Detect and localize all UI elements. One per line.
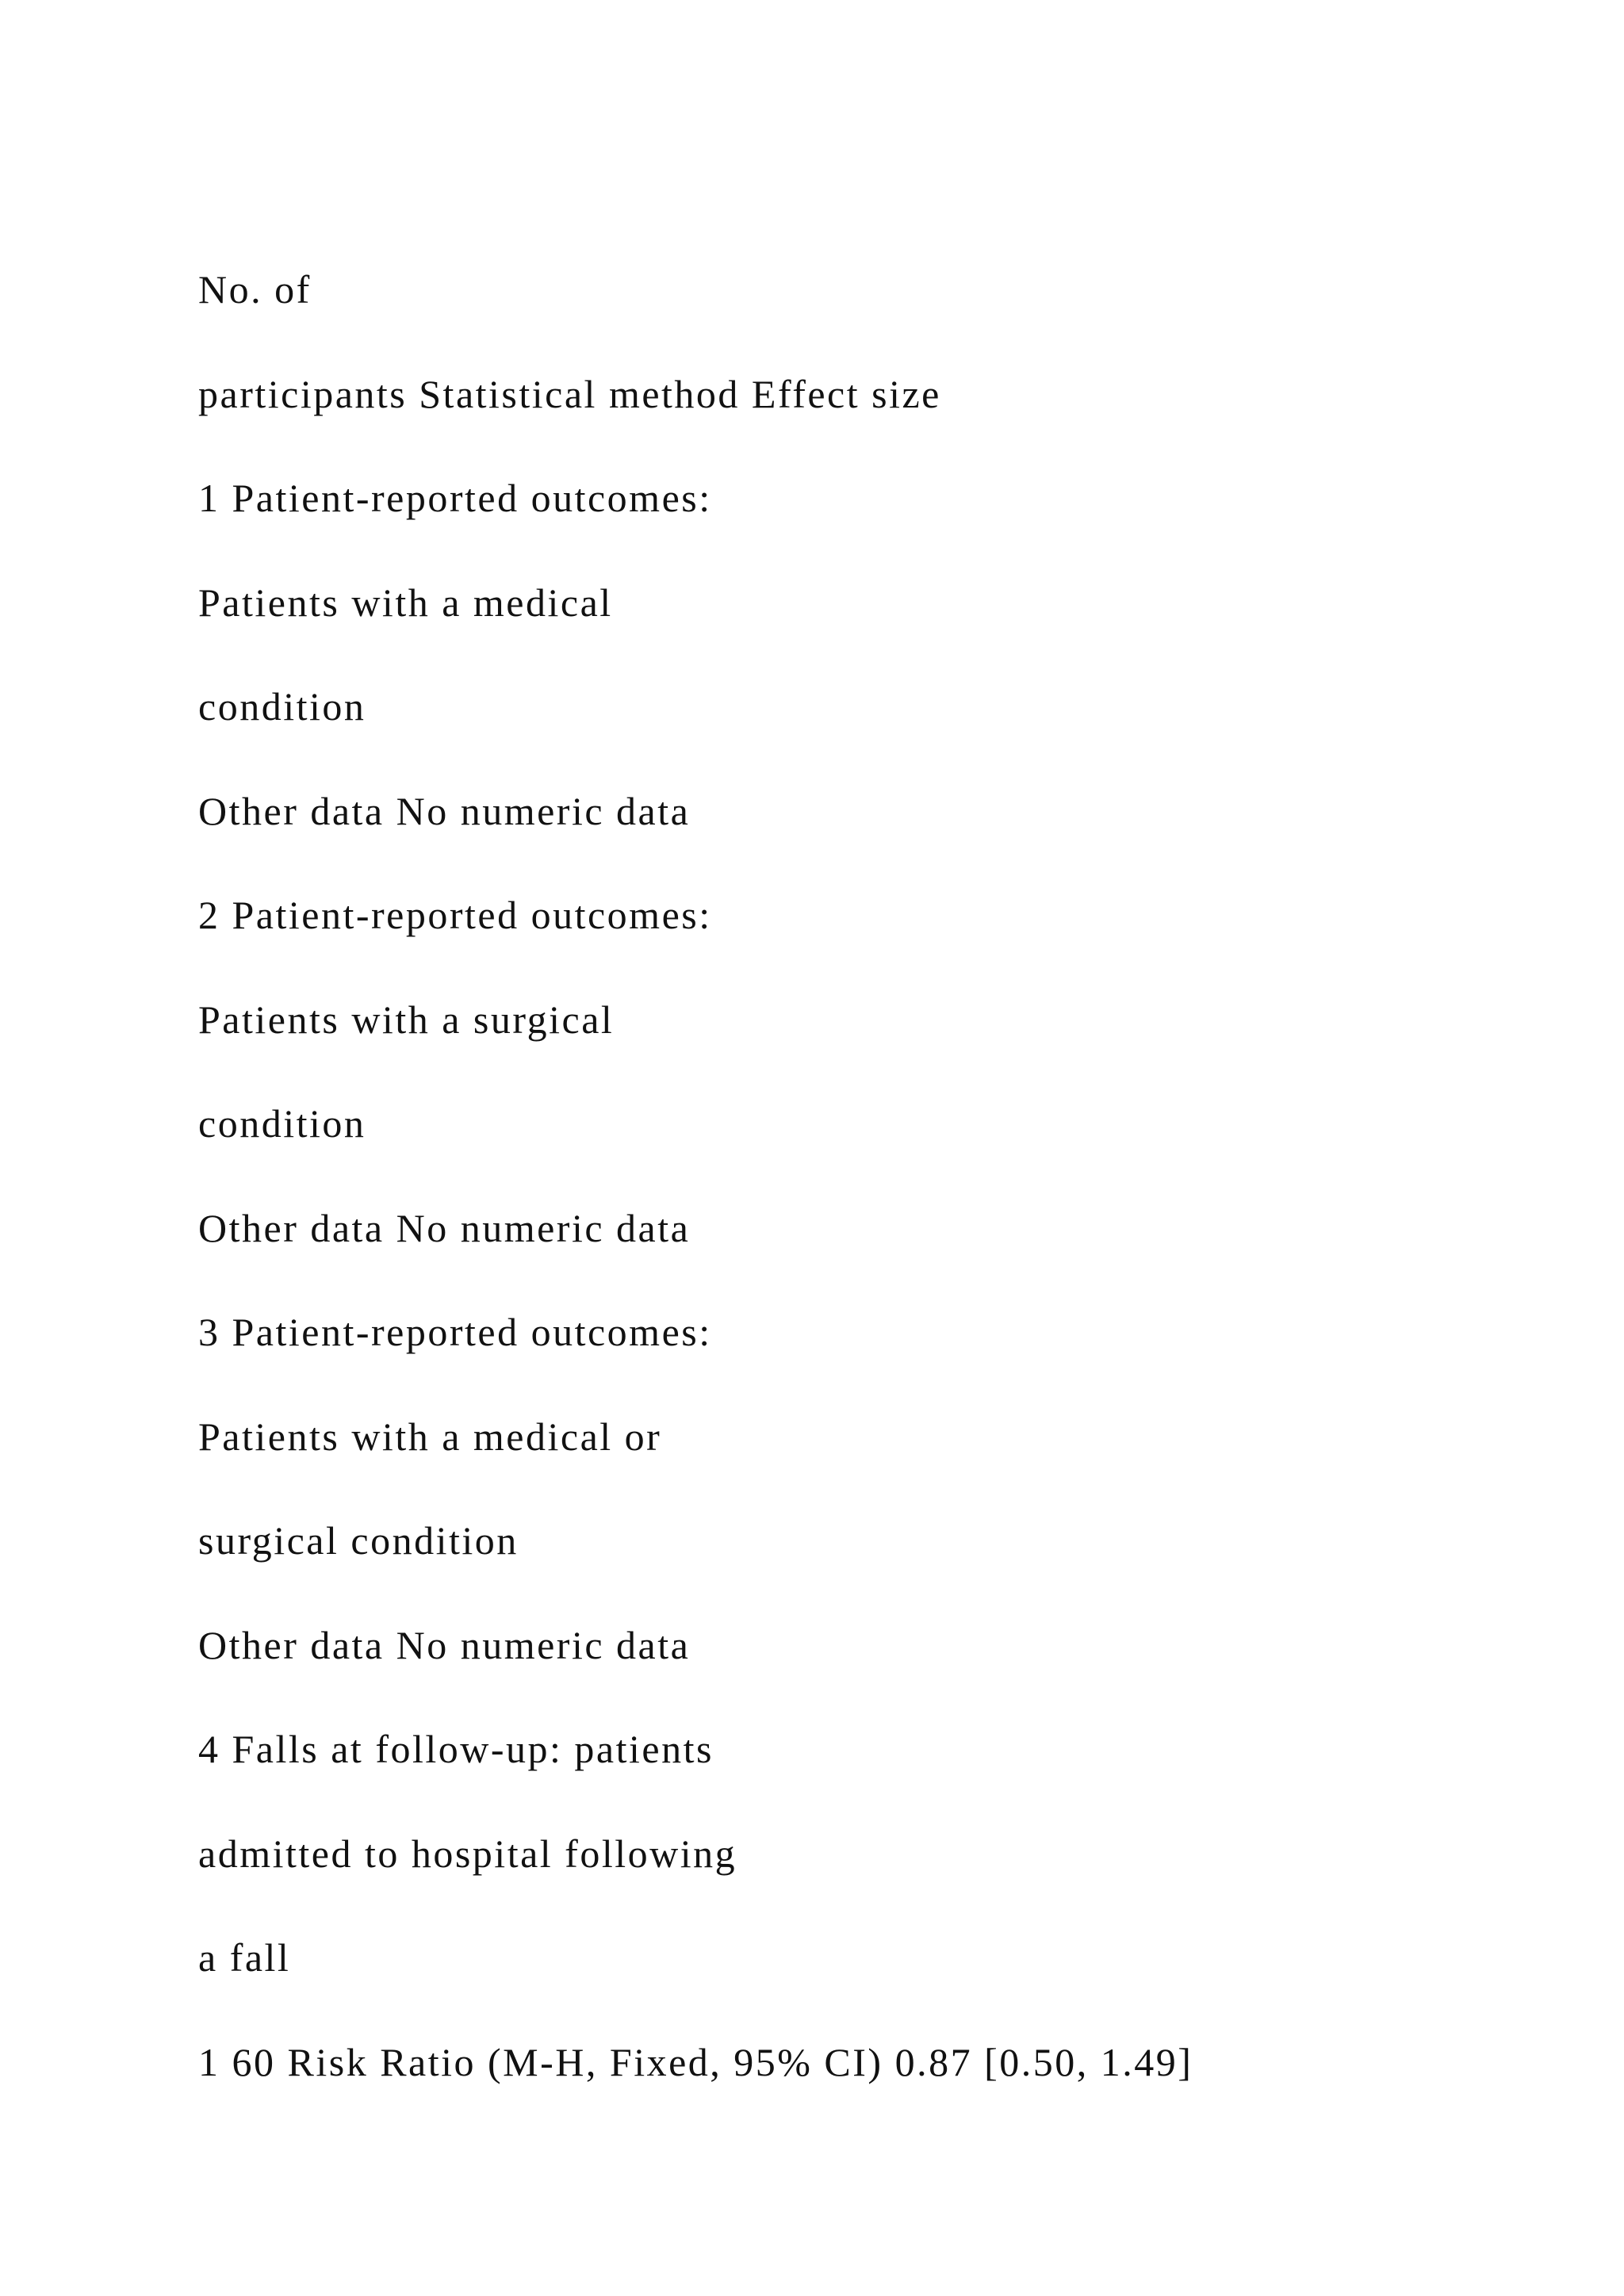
document-text: [198, 238, 1193, 2114]
outcome-2-subtitle-1: Patients with a surgical: [198, 997, 615, 1042]
outcome-4-result: 1 60 Risk Ratio (M-H, Fixed, 95% CI) 0.87 [0.50, 1.49]: [198, 2039, 1193, 2084]
outcome-2-subtitle-2: condition: [198, 1101, 366, 1146]
header-line-1: No. of: [198, 267, 312, 312]
outcome-3-title: 3 Patient-reported outcomes:: [198, 1310, 712, 1354]
outcome-2-title: 2 Patient-reported outcomes:: [198, 893, 712, 937]
outcome-3-subtitle-1: Patients with a medical or: [198, 1414, 662, 1459]
outcome-1-subtitle-2: condition: [198, 684, 366, 729]
outcome-4-title: 4 Falls at follow-up: patients: [198, 1727, 714, 1771]
outcome-1-result: Other data No numeric data: [198, 788, 691, 833]
outcome-3-subtitle-2: surgical condition: [198, 1518, 519, 1563]
outcome-2-result: Other data No numeric data: [198, 1205, 691, 1250]
outcome-1-title: 1 Patient-reported outcomes:: [198, 476, 712, 520]
outcome-4-subtitle-2: a fall: [198, 1935, 291, 1980]
outcome-1-subtitle-1: Patients with a medical: [198, 580, 613, 625]
outcome-4-subtitle-1: admitted to hospital following: [198, 1831, 737, 1876]
outcome-3-result: Other data No numeric data: [198, 1622, 691, 1667]
header-line-2: participants Statistical method Effect size: [198, 371, 941, 416]
